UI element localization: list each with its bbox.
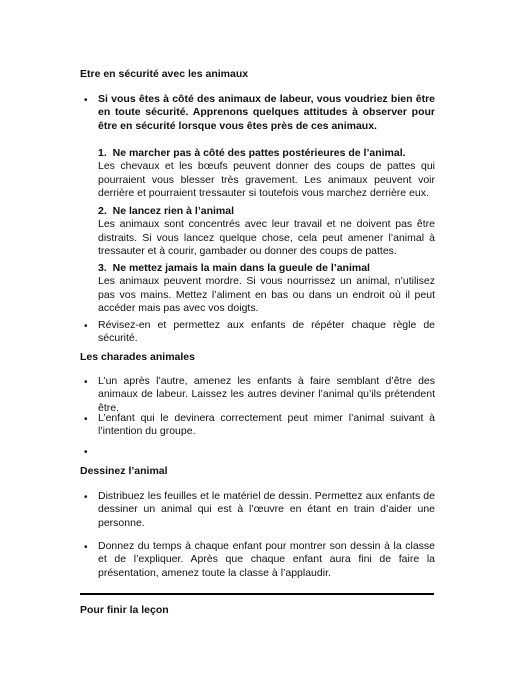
section-title-safety: Etre en sécurité avec les animaux — [80, 68, 249, 80]
bullet-glyph: • — [84, 447, 88, 458]
section-title-charades: Les charades animales — [80, 351, 195, 363]
bullet-glyph: • — [84, 377, 88, 388]
safety-intro: Si vous êtes à côté des animaux de labeur, vous voudriez bien être en toute sécurité. Apprenons quelques attitudes à observer pour être en sécurité lorsque vous êtes près de ces animaux. — [98, 93, 435, 132]
safety-closing: Révisez-en et permettez aux enfants de répéter chaque règle de sécurité. — [98, 319, 435, 345]
rule-3-heading: Ne mettez jamais la main dans la gueule de l’animal — [112, 262, 370, 274]
rule-2-number: 2. — [98, 205, 107, 217]
rule-3-number: 3. — [98, 262, 107, 274]
rule-1-text: Les chevaux et les bœufs peuvent donner des coups de pattes qui pourraient vous blesser très gravement. Les animaux peuvent voir derrière et pourraient tressauter si toutefois vous marchez derrière eux. — [98, 160, 435, 200]
drawing-item-2: Donnez du temps à chaque enfant pour montrer son dessin à la classe et de l’expliquer. Après que chaque enfant aura fini de faire la présentation, amenez toute la classe à l’applaudir. — [98, 540, 435, 579]
section-title-drawing: Dessinez l’animal — [80, 465, 168, 477]
charades-item-2: L’enfant qui le devinera correctement peut mimer l’animal suivant à l’intention du groupe. — [98, 412, 435, 438]
drawing-item-1: Distribuez les feuilles et le matériel de dessin. Permettez aux enfants de dessiner un animal qui est à l’œuvre en étant en train d’aider une personne. — [98, 490, 435, 529]
safety-rule-2 — [98, 205, 435, 259]
section-title-finish: Pour finir la leçon — [80, 604, 169, 616]
rule-3-text: Les animaux peuvent mordre. Si vous nourrissez un animal, n’utilisez pas vos mains. Mettez l’aliment en bas ou dans un endroit où il peut accéder mais pas avec vos doigts. — [98, 275, 435, 315]
bullet-glyph: • — [84, 542, 88, 553]
rule-2-title — [98, 205, 435, 218]
rule-3-title — [98, 262, 435, 275]
rule-2-heading: Ne lancez rien à l’animal — [112, 205, 234, 217]
bullet-glyph: • — [84, 492, 88, 503]
bullet-glyph: • — [84, 95, 88, 106]
rule-2-text: Les animaux sont concentrés avec leur travail et ne doivent pas être distraits. Si vous lancez quelque chose, cela peut amener l’animal à tressauter et à courir, gambader ou donner des coups de pattes. — [98, 218, 435, 258]
charades-item-1: L’un après l’autre, amenez les enfants à faire semblant d’être des animaux de labeur. Laissez les autres deviner l’animal qu’ils prétendent être. — [98, 375, 435, 414]
bullet-glyph: • — [84, 321, 88, 332]
bullet-glyph: • — [84, 414, 88, 425]
rule-1-number: 1. — [98, 147, 107, 159]
safety-rule-1 — [98, 147, 435, 201]
rule-1-title — [98, 147, 435, 160]
safety-rule-3 — [98, 262, 435, 316]
section-divider — [80, 593, 434, 595]
rule-1-heading: Ne marcher pas à côté des pattes postérieures de l’animal. — [112, 147, 406, 159]
